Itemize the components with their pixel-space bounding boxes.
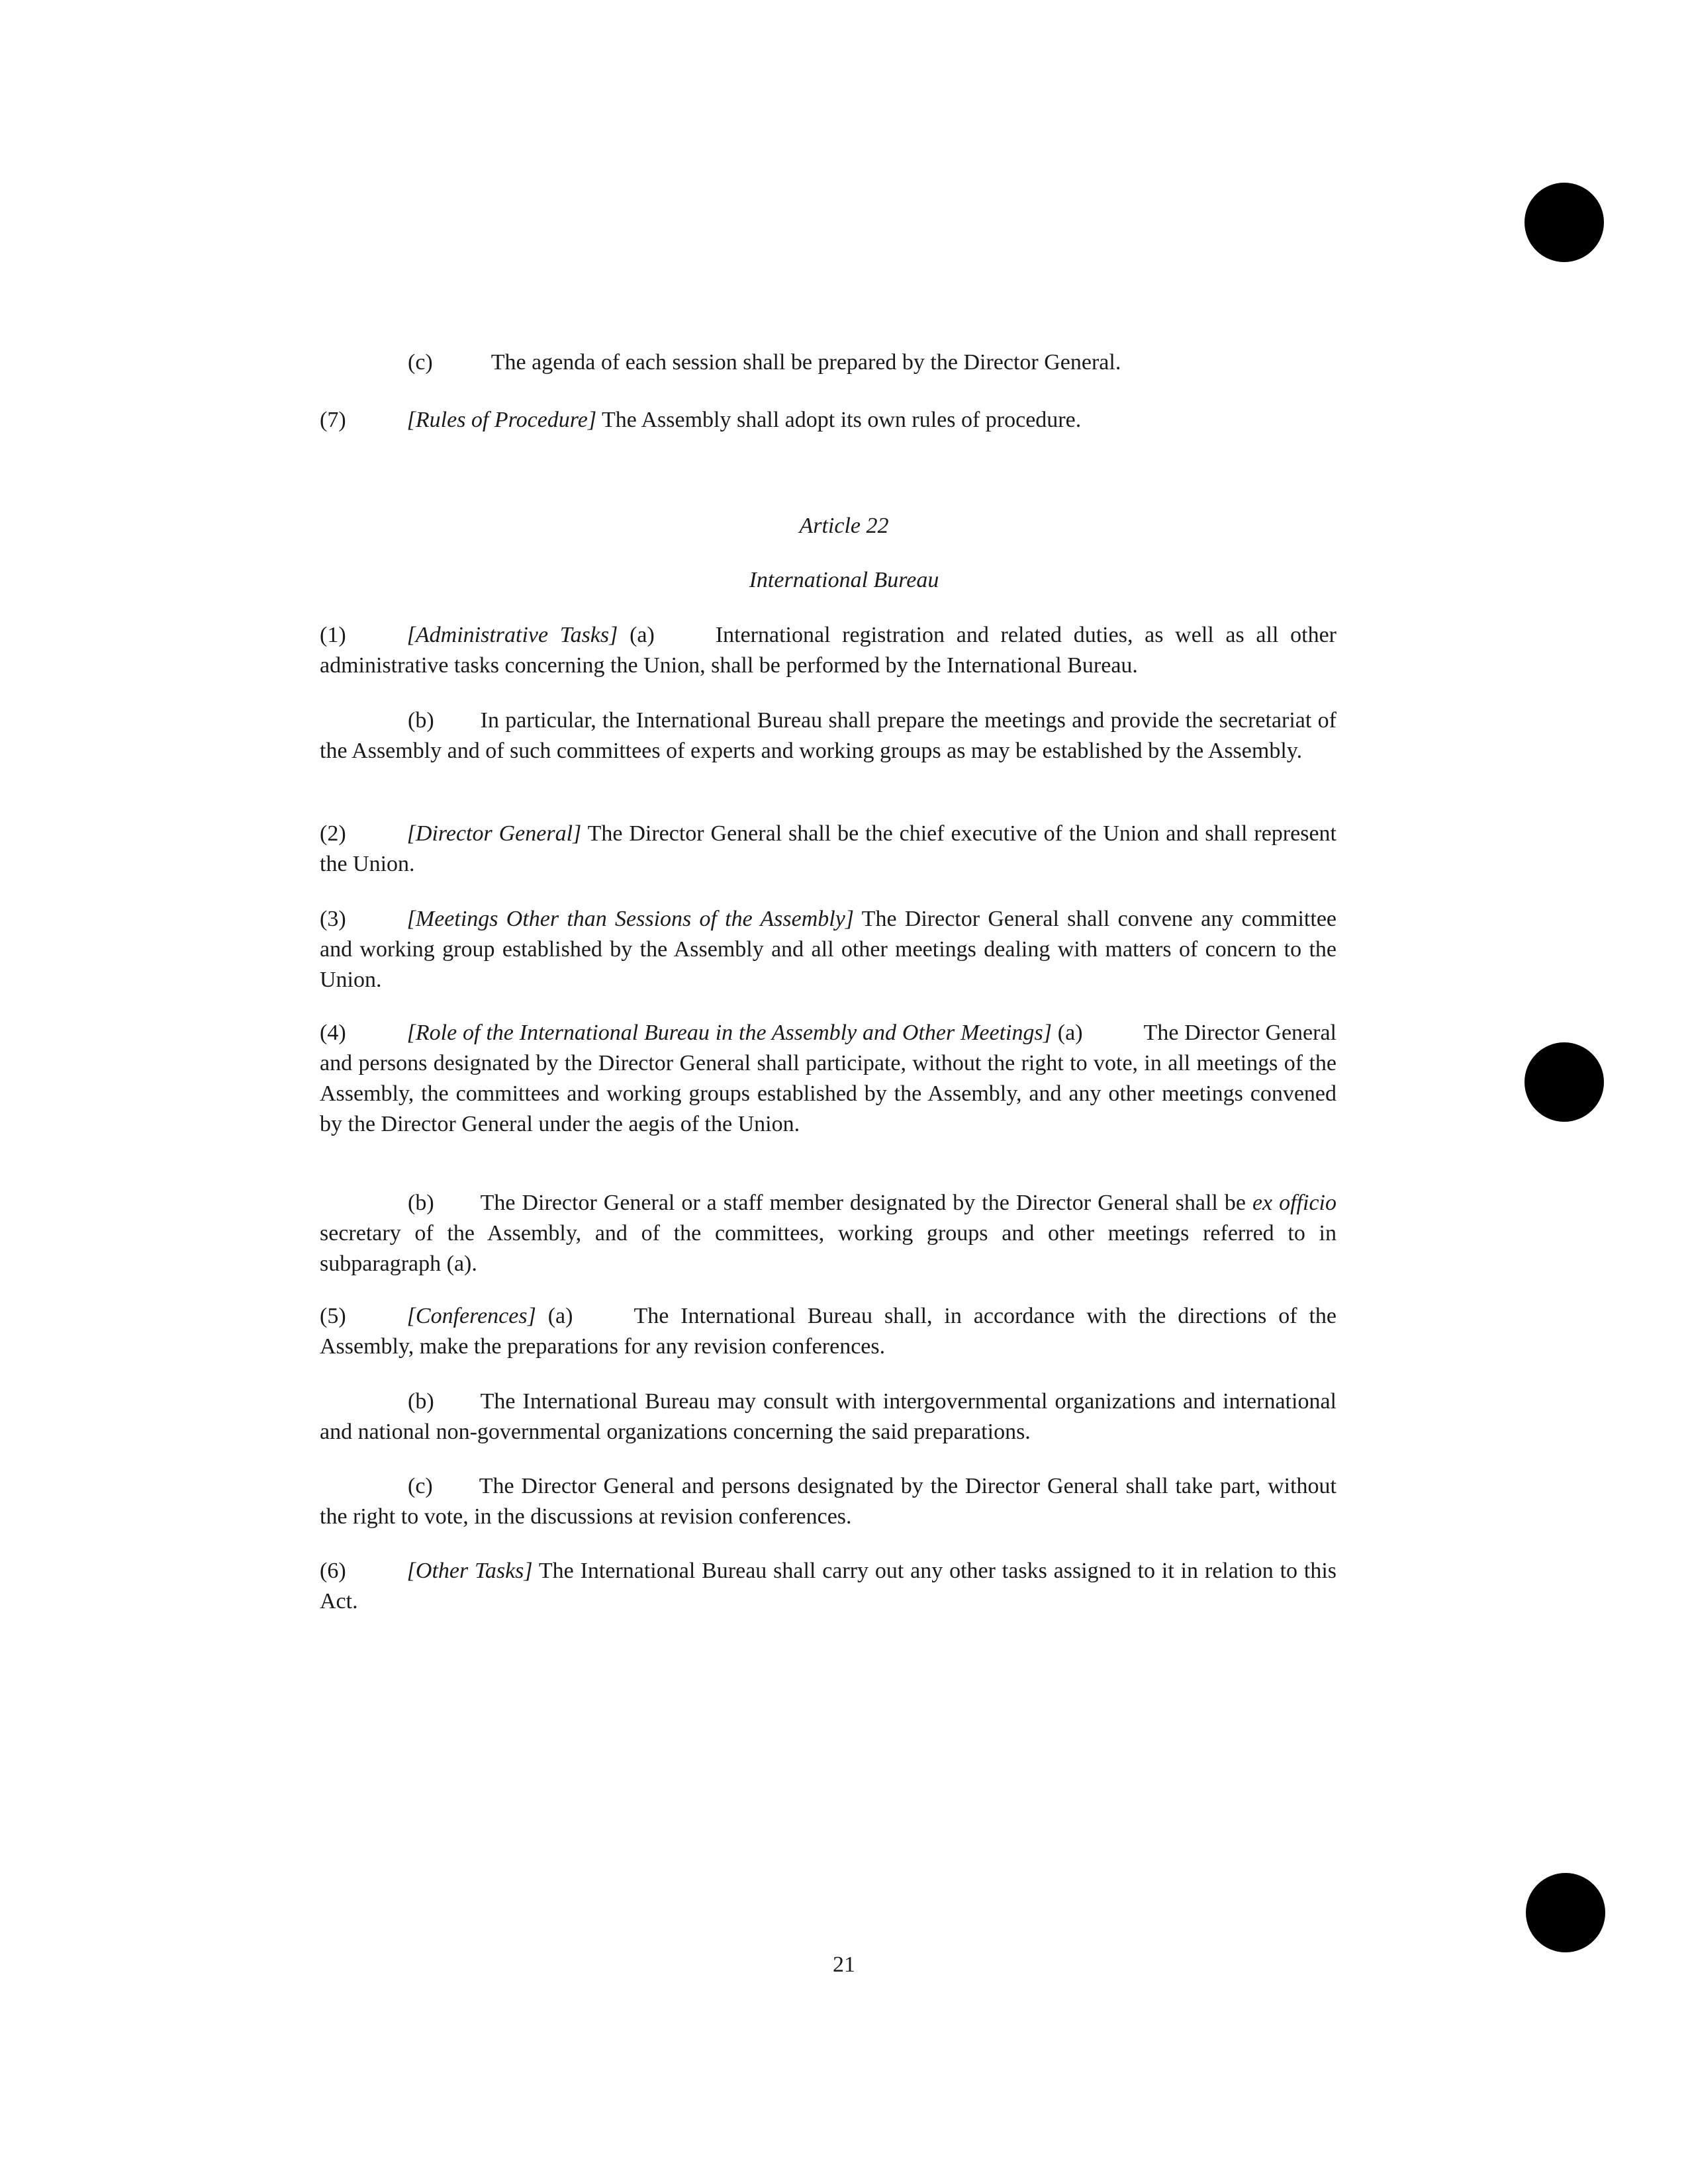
subparagraph-label: (b): [408, 1389, 434, 1414]
subparagraph-label: (c): [408, 1474, 433, 1498]
paragraph-5a: [320, 1301, 1336, 1362]
paragraph-heading: [Rules of Procedure]: [406, 408, 597, 432]
paragraph-text: The Director General shall convene any committee and working group established by the Assembly and all other meetings dealing with matters of concern to the Union.: [320, 907, 1336, 992]
paragraph-text: International registration and related duties, as well as all other administrative tasks concerning the Union, shall be performed by the International Bureau.: [320, 623, 1336, 678]
punch-hole-bottom: [1526, 1873, 1605, 1952]
paragraph-5b: [320, 1387, 1336, 1447]
paragraph-1b: [320, 705, 1336, 766]
paragraph-italic-term: ex officio: [1252, 1191, 1336, 1215]
paragraph-2: [320, 819, 1336, 880]
paragraph-1a: [320, 620, 1336, 681]
subparagraph-c-agenda: [408, 347, 1121, 378]
paragraph-heading: [Other Tasks]: [406, 1559, 533, 1583]
paragraph-6: [320, 1556, 1336, 1617]
punch-hole-middle: [1524, 1042, 1604, 1122]
paragraph-7-rules: [320, 405, 1081, 435]
paragraph-heading: [Director General]: [406, 821, 582, 846]
paragraph-text: The International Bureau shall, in accordance with the directions of the Assembly, make the preparations for any revision conferences.: [320, 1304, 1336, 1359]
paragraph-heading: [Administrative Tasks]: [406, 623, 618, 647]
paragraph-label: (1): [320, 623, 346, 647]
paragraph-4b: [320, 1188, 1336, 1279]
paragraph-4a: [320, 1018, 1336, 1140]
article-title: International Bureau: [749, 568, 939, 592]
paragraph-text: The Director General shall be the chief executive of the Union and shall represent the Union.: [320, 821, 1336, 876]
paragraph-label: (3): [320, 907, 346, 931]
subparagraph-label: (b): [408, 1191, 434, 1215]
paragraph-text: The Director General and persons designated by the Director General shall take part, without the right to vote, in the discussions at revision conferences.: [320, 1474, 1336, 1529]
paragraph-heading: [Conferences]: [406, 1304, 536, 1328]
paragraph-3: [320, 904, 1336, 995]
paragraph-text: The International Bureau may consult with intergovernmental organizations and international and national non-governmental organizations concerning the said preparations.: [320, 1389, 1336, 1444]
subparagraph-label: (c): [408, 350, 433, 375]
paragraph-heading: [Meetings Other than Sessions of the Assembly]: [406, 907, 855, 931]
paragraph-5c: [320, 1471, 1336, 1532]
article-number: Article 22: [799, 514, 889, 538]
paragraph-text: The Director General and persons designated by the Director General shall participate, without the right to vote, in all meetings of the Assembly, the committees and working groups established by the Assembly, and any other meetings convened by the Director General under the aegis of the Union.: [320, 1021, 1336, 1136]
page-number: 21: [833, 1952, 855, 1977]
paragraph-text: The International Bureau shall carry out any other tasks assigned to it in relation to this Act.: [320, 1559, 1336, 1614]
paragraph-label: (7): [320, 408, 346, 432]
subparagraph-label: (b): [408, 708, 434, 733]
paragraph-text: In particular, the International Bureau shall prepare the meetings and provide the secretariat of the Assembly and of such committees of experts and working groups as may be established by the Assembly.: [320, 708, 1336, 763]
subparagraph-label: (a): [1051, 1021, 1083, 1045]
paragraph-label: (2): [320, 821, 346, 846]
paragraph-text: The Assembly shall adopt its own rules of procedure.: [596, 408, 1082, 432]
subparagraph-label: (a): [536, 1304, 573, 1328]
paragraph-heading: [Role of the International Bureau in the Assembly and Other Meetings]: [406, 1021, 1052, 1045]
paragraph-text-continued: secretary of the Assembly, and of the committees, working groups and other meetings referred to in subparagraph (a).: [320, 1221, 1336, 1276]
punch-hole-top: [1524, 183, 1604, 262]
paragraph-label: (5): [320, 1304, 346, 1328]
paragraph-label: (4): [320, 1021, 346, 1045]
paragraph-text: The Director General or a staff member designated by the Director General shall be: [480, 1191, 1252, 1215]
paragraph-label: (6): [320, 1559, 346, 1583]
subparagraph-label: (a): [618, 623, 655, 647]
subparagraph-text: The agenda of each session shall be prepared by the Director General.: [491, 350, 1121, 375]
